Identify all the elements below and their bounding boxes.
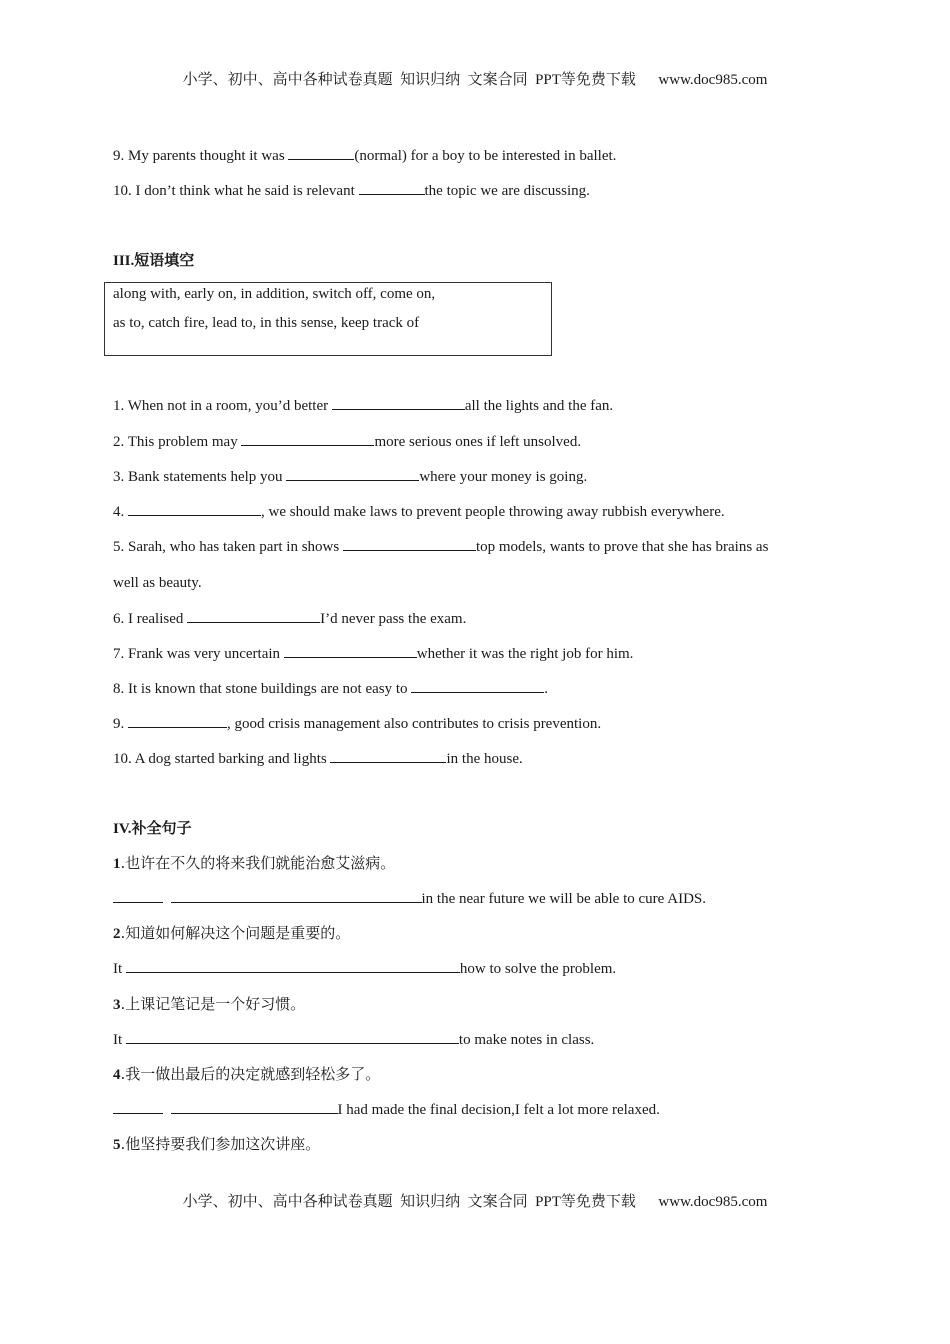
question-text: 7. Frank was very uncertain [113, 646, 284, 662]
answer-blank[interactable] [113, 888, 163, 903]
answer-blank[interactable] [128, 713, 227, 728]
chinese-sentence: .知道如何解决这个问题是重要的。 [120, 924, 351, 942]
question-text: 1. When not in a room, you’d better [113, 398, 332, 414]
answer-blank[interactable] [241, 431, 374, 446]
question-text: the topic we are discussing. [424, 183, 590, 199]
question-line [113, 145, 616, 166]
section-heading [113, 818, 192, 839]
question-text: well as beauty. [113, 575, 202, 591]
chinese-prompt [113, 1134, 320, 1155]
question-line [113, 713, 601, 734]
english-answer-line [113, 1099, 660, 1120]
question-text: 9. [113, 716, 128, 732]
item-number: 2 [113, 926, 121, 942]
answer-blank[interactable] [332, 395, 465, 410]
chinese-sentence: .我一做出最后的决定就感到轻松多了。 [120, 1065, 381, 1083]
question-text: 4. [113, 504, 128, 520]
question-line [113, 536, 768, 557]
chinese-prompt [113, 994, 305, 1015]
answer-blank[interactable] [126, 958, 460, 973]
question-text: where your money is going. [419, 469, 588, 485]
question-text: 5. Sarah, who has taken part in shows [113, 539, 343, 555]
answer-blank[interactable] [113, 1099, 163, 1114]
question-line [113, 431, 581, 452]
question-line [113, 748, 523, 769]
section-heading [113, 250, 194, 271]
chinese-sentence: .他坚持要我们参加这次讲座。 [120, 1135, 321, 1153]
english-text: It [113, 961, 126, 977]
english-answer-line [113, 888, 706, 909]
page-header: 小学、初中、高中各种试卷真题 知识归纳 文案合同 PPT等免费下载 www.doc985.com [182, 72, 768, 88]
question-line [113, 466, 587, 487]
question-text: 9. My parents thought it was [113, 148, 289, 164]
item-number: 4 [113, 1067, 121, 1083]
question-text: in the house. [446, 751, 523, 767]
answer-blank[interactable] [330, 748, 446, 763]
question-text: 10. A dog started barking and lights [113, 751, 331, 767]
question-line [113, 180, 590, 201]
question-line-continuation [113, 573, 202, 593]
question-line [113, 643, 633, 664]
answer-blank[interactable] [171, 1099, 338, 1114]
english-text: It [113, 1032, 126, 1048]
question-text: , we should make laws to prevent people throwing away rubbish everywhere. [261, 504, 725, 520]
chinese-sentence: .上课记笔记是一个好习惯。 [120, 995, 306, 1013]
english-answer-line [113, 1029, 594, 1050]
question-line [113, 501, 725, 522]
item-number: 5 [113, 1137, 121, 1153]
word-box-line: as to, catch fire, lead to, in this sense, keep track of [113, 315, 420, 331]
word-box-line: along with, early on, in addition, switch off, come on, [113, 286, 436, 302]
answer-blank[interactable] [284, 643, 417, 658]
answer-blank[interactable] [286, 466, 419, 481]
question-text: (normal) for a boy to be interested in ballet. [354, 148, 617, 164]
answer-blank[interactable] [128, 501, 261, 516]
question-text: all the lights and the fan. [464, 398, 614, 414]
question-text: 6. I realised [113, 611, 188, 627]
page-footer: 小学、初中、高中各种试卷真题 知识归纳 文案合同 PPT等免费下载 www.doc985.com [182, 1194, 768, 1210]
english-answer-line [113, 958, 616, 979]
chinese-prompt [113, 853, 395, 874]
question-text: whether it was the right job for him. [416, 646, 634, 662]
word-box [104, 282, 552, 356]
answer-blank[interactable] [359, 180, 425, 195]
answer-blank[interactable] [288, 145, 354, 160]
chinese-prompt [113, 1064, 380, 1085]
answer-blank[interactable] [187, 608, 320, 623]
question-text: 2. This problem may [113, 434, 242, 450]
answer-blank[interactable] [126, 1029, 459, 1044]
question-text: more serious ones if left unsolved. [374, 434, 582, 450]
question-text: . [544, 681, 549, 697]
question-line [113, 608, 466, 629]
answer-blank[interactable] [411, 678, 544, 693]
item-number: 1 [113, 856, 121, 872]
question-line [113, 678, 548, 699]
section-title: 补全句子 [131, 819, 192, 837]
answer-blank[interactable] [343, 536, 476, 551]
question-text: , good crisis management also contributes to crisis prevention. [227, 716, 602, 732]
chinese-prompt [113, 923, 350, 944]
english-text: to make notes in class. [458, 1032, 595, 1048]
english-text: how to solve the problem. [459, 961, 617, 977]
question-text: 10. I don’t think what he said is relevant [113, 183, 359, 199]
answer-blank[interactable] [171, 888, 422, 903]
question-text: 3. Bank statements help you [113, 469, 287, 485]
english-text: I had made the final decision,I felt a lot more relaxed. [337, 1102, 660, 1118]
item-number: 3 [113, 997, 121, 1013]
question-text: 8. It is known that stone buildings are not easy to [113, 681, 412, 697]
section-roman: IV. [113, 821, 132, 837]
section-title: 短语填空 [134, 251, 195, 269]
question-text: I’d never pass the exam. [320, 611, 467, 627]
chinese-sentence: .也许在不久的将来我们就能治愈艾滋病。 [120, 854, 396, 872]
section-roman: III. [113, 253, 135, 269]
english-text: in the near future we will be able to cure AIDS. [421, 891, 706, 907]
question-line [113, 395, 613, 416]
question-text: top models, wants to prove that she has brains as [475, 539, 769, 555]
